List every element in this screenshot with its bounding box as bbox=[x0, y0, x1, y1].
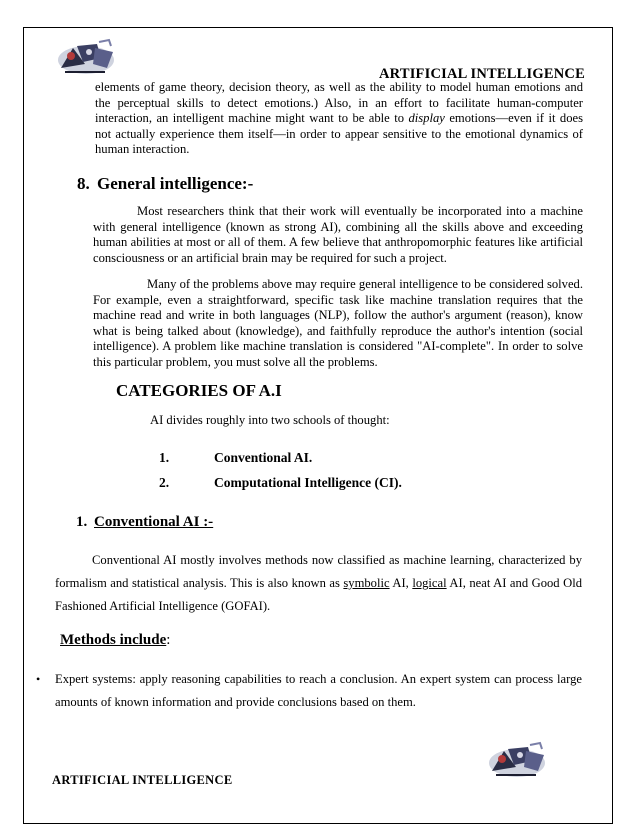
robot-hand-logo-icon bbox=[55, 38, 117, 78]
categories-intro: AI divides roughly into two schools of thought: bbox=[150, 413, 390, 427]
categories-heading: CATEGORIES OF A.I bbox=[116, 381, 282, 400]
methods-heading: Methods include bbox=[60, 632, 167, 648]
category-item-1-number: 1. bbox=[159, 450, 170, 465]
bullet-item-expert-systems: Expert systems: apply reasoning capabilities to reach a conclusion. An expert system can process large amounts of known information and provide conclusions based on them. bbox=[55, 672, 582, 709]
category-item-2-number: 2. bbox=[159, 475, 170, 490]
intro-text-start: elements of game theory, decision theory, as well as the ability to model human emotions and the perceptual skills to detect emotions.) Also, in an effort to facilitate human-computer interaction, an intelligent machine might want to be able to bbox=[95, 80, 583, 125]
section-8-number: 8. bbox=[77, 174, 90, 193]
robot-hand-logo-bottom-icon bbox=[486, 741, 548, 781]
conventional-text-mid: AI, bbox=[389, 576, 413, 590]
conventional-paragraph bbox=[55, 549, 582, 618]
intro-paragraph bbox=[95, 80, 583, 158]
methods-colon: : bbox=[166, 632, 171, 648]
footer-title: ARTIFICIAL INTELLIGENCE bbox=[52, 773, 233, 787]
conventional-text-end: AI, neat AI and Good Old Fashioned Artificial Intelligence (GOFAI). bbox=[55, 576, 582, 613]
category-item-2-label: Computational Intelligence (CI). bbox=[214, 475, 402, 490]
intro-italic-word: display bbox=[408, 111, 445, 125]
symbolic-link[interactable]: symbolic bbox=[343, 576, 390, 590]
methods-heading-row bbox=[60, 632, 170, 649]
bullet-icon: • bbox=[36, 672, 41, 686]
category-item-1-label: Conventional AI. bbox=[214, 450, 313, 465]
section-8-paragraph-2: Many of the problems above may require general intelligence to be considered solved. For example, even a straightforward, specific task like machine translation requires that the machine read and write in both languages (NLP), follow the author's argument (reason), know what is being talked about (knowledge), and faithfully reproduce the author's intention (social intelligence). A problem like machine translation is considered "AI-complete". In order to solve this particular problem, you must solve all the problems. bbox=[93, 277, 583, 369]
section-8-heading: General intelligence:- bbox=[97, 174, 254, 193]
conventional-number: 1. bbox=[76, 514, 88, 530]
conventional-text-start: Conventional AI mostly involves methods now classified as machine learning, characterized by formalism and statistical analysis. This is also known as bbox=[55, 553, 582, 590]
header-title: ARTIFICIAL INTELLIGENCE bbox=[379, 66, 585, 82]
intro-text-end: emotions—even if it does not actually experience them itself—in order to appear sensitive to the emotional dynamics of human interaction. bbox=[95, 111, 583, 156]
section-8-paragraph-1: Most researchers think that their work will eventually be incorporated into a machine with general intelligence (known as strong AI), combining all the skills above and exceeding human abilities at most or all of them. A few believe that anthropomorphic features like artificial consciousness or an artificial brain may be required for such a project. bbox=[93, 204, 583, 265]
logical-link[interactable]: logical bbox=[412, 576, 447, 590]
conventional-heading: Conventional AI :- bbox=[94, 514, 214, 530]
